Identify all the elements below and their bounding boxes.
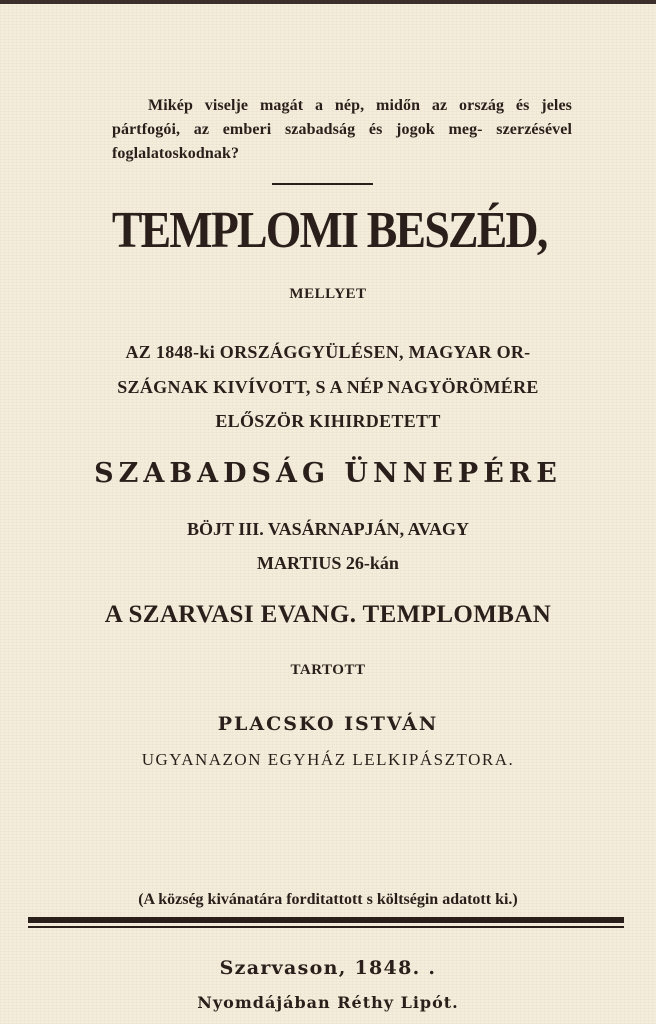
intro-line-3: szerzésével foglalatoskodnak? [112, 121, 572, 162]
author-name: PLACSKO ISTVÁN [217, 713, 439, 735]
author-role: UGYANAZON EGYHÁZ LELKIPÁSZTORA. [141, 750, 515, 769]
date-line-1: BÖJT III. VASÁRNAPJÁN, AVAGY [187, 519, 469, 539]
occasion-line-2: SZÁGNAK KIVÍVOTT, S A NÉP NAGYÖRÖMÉRE [117, 377, 539, 397]
occasion-line-1: AZ 1848-ki ORSZÁGGYÜLÉSEN, MAGYAR OR- [125, 342, 531, 362]
thin-divider [28, 926, 624, 928]
top-edge-border [0, 0, 656, 4]
main-title: TEMPLOMI BESZÉD, [111, 202, 547, 259]
intro-question [112, 94, 572, 166]
imprint-printer: Nyomdájában Réthy Lipót. [197, 993, 459, 1012]
intro-line-2: jeles pártfogói, az emberi szabadság és jogok meg- [112, 97, 572, 138]
intro-line-1: Mikép viselje magát a nép, midőn az ország és [148, 97, 530, 114]
place-heading: A SZARVASI EVANG. TEMPLOMBAN [104, 601, 552, 628]
mellyet-label: MELLYET [289, 286, 367, 302]
date-line-2: MARTIUS 26-kán [257, 553, 399, 573]
short-divider [272, 183, 373, 185]
feast-heading: SZABADSÁG ÜNNEPÉRE [94, 458, 562, 489]
occasion-line-3: ELŐSZÖR KIHIRDETETT [215, 411, 441, 431]
imprint-place-year: Szarvason, 1848. . [219, 957, 437, 979]
thick-divider [28, 917, 624, 923]
publication-note: (A község kivánatára forditattott s költségin adatott ki.) [138, 891, 518, 908]
tartott-label: TARTOTT [290, 662, 366, 678]
